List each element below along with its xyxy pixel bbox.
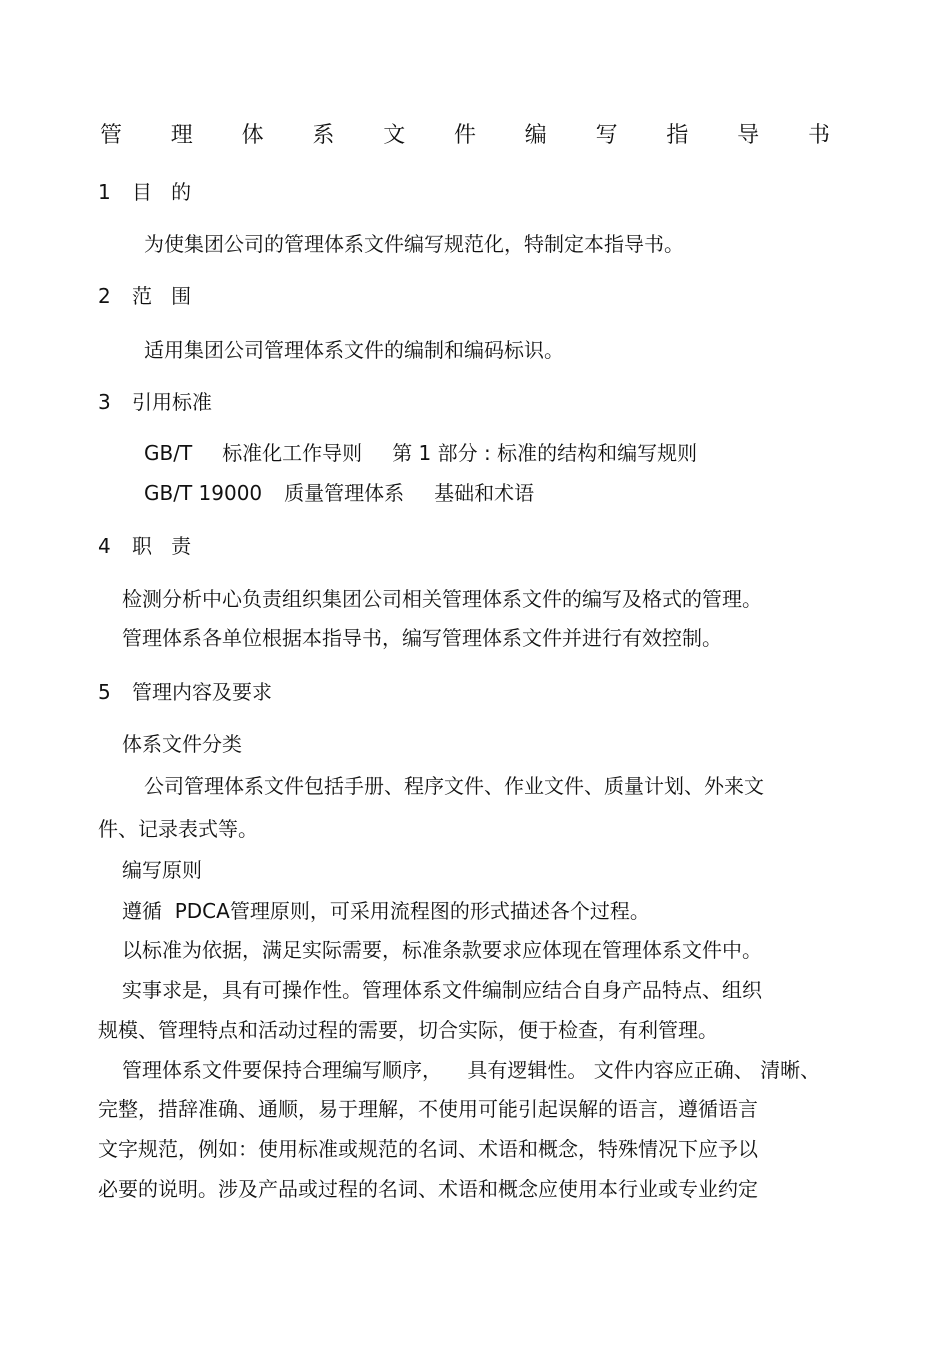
section-1-heading — [98, 180, 191, 204]
principle-4-line: 文字规范，例如：使用标准或规范的名词、术语和概念，特殊情况下应予以 — [98, 1137, 758, 1161]
title-char: 管 — [100, 123, 123, 148]
title-char: 系 — [312, 123, 335, 148]
body-line: 件、记录表式等。 — [98, 817, 258, 841]
section-2-text: 适用集团公司管理体系文件的编制和编码标识。 — [144, 338, 564, 362]
section-4-heading — [98, 534, 191, 558]
section-label: 目 的 — [132, 180, 192, 204]
principle-3-line: 实事求是，具有可操作性。管理体系文件编制应结合自身产品特点、组织 — [122, 978, 762, 1002]
section-number: 3 — [98, 390, 111, 414]
title-char: 文 — [383, 123, 406, 148]
principle-2: 以标准为依据，满足实际需要，标准条款要求应体现在管理体系文件中。 — [122, 938, 762, 962]
section-label: 职 责 — [132, 534, 192, 558]
section-4-paragraph: 检测分析中心负责组织集团公司相关管理体系文件的编写及格式的管理。 — [122, 587, 762, 611]
section-number: 1 — [98, 180, 111, 204]
section-number: 4 — [98, 534, 111, 558]
title-char: 体 — [241, 123, 264, 148]
section-1-text: 为使集团公司的管理体系文件编写规范化，特制定本指导书。 — [144, 232, 684, 256]
principle-3-line: 规模、管理特点和活动过程的需要，切合实际，便于检查，有利管理。 — [98, 1018, 718, 1042]
title-char: 编 — [524, 123, 547, 148]
section-number: 5 — [98, 680, 111, 704]
section-5-heading — [98, 680, 272, 704]
title-char: 指 — [666, 123, 689, 148]
section-3-heading — [98, 390, 212, 414]
principle-1: 遵循 PDCA管理原则，可采用流程图的形式描述各个过程。 — [122, 899, 650, 923]
section-label: 范 围 — [132, 284, 192, 308]
section-number: 2 — [98, 284, 111, 308]
reference-standard-1 — [144, 441, 697, 465]
title-char: 写 — [595, 123, 618, 148]
standard-part: 基础和术语 — [434, 481, 535, 505]
standard-name: 标准化工作导则 — [222, 441, 363, 465]
title-char: 书 — [807, 123, 830, 148]
principle-4-line: 必要的说明。涉及产品或过程的名词、术语和概念应使用本行业或专业约定 — [98, 1177, 758, 1201]
body-line: 公司管理体系文件包括手册、程序文件、作业文件、质量计划、外来文 — [144, 774, 764, 798]
principle-4-line: 管理体系文件要保持合理编写顺序， 具有逻辑性。 文件内容应正确、 清晰、 — [122, 1058, 821, 1082]
standard-name: 质量管理体系 — [284, 481, 405, 505]
reference-standard-2 — [144, 481, 534, 505]
section-label: 引用标准 — [132, 390, 212, 414]
principle-4-line: 完整，措辞准确、通顺，易于理解，不使用可能引起误解的语言，遵循语言 — [98, 1097, 758, 1121]
title-char: 理 — [170, 123, 193, 148]
section-label: 管理内容及要求 — [132, 680, 272, 704]
section-2-heading — [98, 284, 191, 308]
standard-code: GB/T 19000 — [144, 481, 263, 505]
standard-code: GB/T — [144, 441, 193, 465]
document-title — [100, 124, 830, 148]
section-4-paragraph: 管理体系各单位根据本指导书，编写管理体系文件并进行有效控制。 — [122, 626, 722, 650]
title-char: 导 — [737, 123, 760, 148]
standard-part: 第 1 部分 : 标准的结构和编写规则 — [392, 441, 698, 465]
subsection-heading: 编写原则 — [122, 858, 202, 882]
subsection-heading: 体系文件分类 — [122, 732, 242, 756]
title-char: 件 — [453, 123, 476, 148]
